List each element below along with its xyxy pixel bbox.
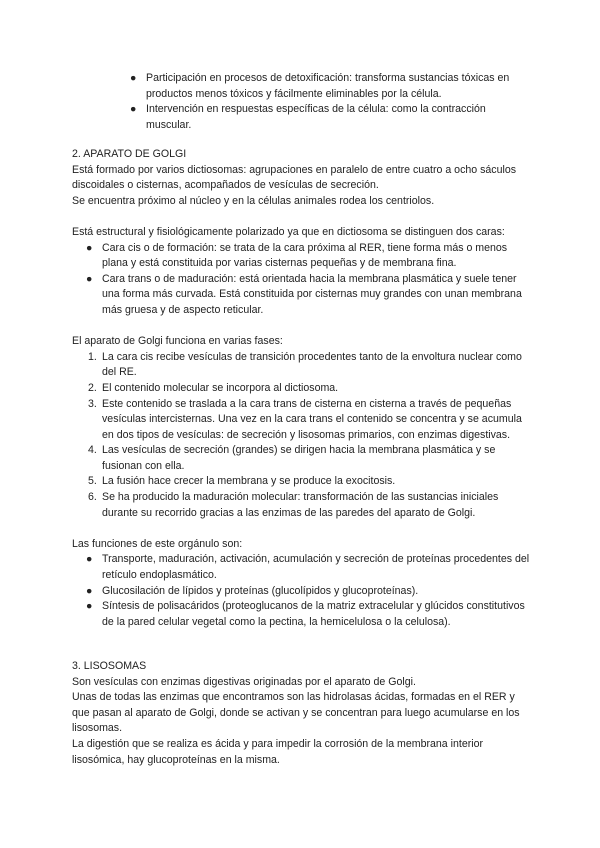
section-heading-golgi: 2. APARATO DE GOLGI [72, 148, 187, 160]
golgi-paragraph-1: Está formado por varios dictiosomas: agrupaciones en paralelo de entre cuatro a ocho sáculos discoidales o cisternas, acompañados de vesículas de secreción. [72, 163, 517, 192]
list-item: 2. El contenido molecular se incorpora al dictiosoma. [88, 381, 339, 394]
list-item: ● Síntesis de polisacáridos (proteoglucanos de la matriz extracelular y glúcidos constitutivos de la pared celular vegetal como la pectina, la hemicelulosa o la celulosa). [86, 600, 525, 628]
list-item: ● Participación en procesos de detoxificación: transforma sustancias tóxicas en productos menos tóxicos y fácilmente eliminables por la célula. [130, 72, 510, 100]
bullet-icon: ● [86, 584, 93, 597]
lisosomas-paragraph-3: La digestión que se realiza es ácida y para impedir la corrosión de la membrana interior lisosómica, hay glucoproteínas en la misma. [72, 737, 484, 766]
bullet-icon: ● [130, 103, 137, 116]
bullet-icon: ● [86, 553, 93, 566]
bullet-icon: ● [86, 272, 93, 285]
lisosomas-paragraph-2: Unas de todas las enzimas que encontramos son las hidrolasas ácidas, formadas en el RER y que pasan al aparato de Golgi, donde se activan y se concentran para luego acumularse en los lisosomas. [72, 691, 520, 735]
lisosomas-paragraph-1: Son vesículas con enzimas digestivas originadas por el aparato de Golgi. [72, 675, 416, 688]
golgi-phases-intro: El aparato de Golgi funciona en varias fases: [72, 335, 283, 348]
golgi-faces-list [72, 241, 532, 319]
intro-section [72, 71, 532, 133]
list-item: 6. Se ha producido la maduración molecular: transformación de las sustancias iniciales durante su recorrido gracias a las enzimas de las paredes del aparato de Golgi. [88, 491, 499, 519]
list-item: ● Cara trans o de maduración: está orientada hacia la membrana plasmática y suele tener una forma más curvada. Está constituida por cisternas muy grandes con unan membrana más gruesa y de aspecto reticular. [86, 272, 522, 316]
golgi-paragraph-3: Está estructural y fisiológicamente polarizado ya que en dictiosoma se distinguen dos caras: [72, 225, 505, 238]
list-item: 3. Este contenido se traslada a la cara trans de cisterna en cisterna a través de pequeñas vesículas intercisternas. Una vez en la cara trans el contenido se concentra y se acumula en dos tipos de vesículas: de secreción y lisosomas primarios, con enzimas digestivas. [88, 397, 522, 441]
golgi-paragraph-2: Se encuentra próximo al núcleo y en la células animales rodea los centriolos. [72, 194, 435, 207]
golgi-functions-intro: Las funciones de este orgánulo son: [72, 537, 243, 550]
bullet-icon: ● [130, 72, 137, 84]
section-heading-lisosomas: 3. LISOSOMAS [72, 660, 147, 672]
list-item: 5. La fusión hace crecer la membrana y se produce la exocitosis. [88, 475, 396, 488]
lisosomas-section [72, 659, 532, 768]
golgi-section [72, 147, 532, 630]
list-item: 1. La cara cis recibe vesículas de transición procedentes tanto de la envoltura nuclear como del RE. [88, 350, 522, 379]
bullet-icon: ● [86, 600, 93, 613]
intro-list [72, 71, 532, 133]
list-item: ● Glucosilación de lípidos y proteínas (glucolípidos y glucoproteínas). [72, 584, 532, 600]
list-item: ● Cara cis o de formación: se trata de la cara próxima al RER, tiene forma más o menos plana y está constituida por varias cisternas pequeñas y de membrana fina. [86, 241, 508, 270]
golgi-phases-list [72, 350, 532, 522]
bullet-icon: ● [86, 241, 93, 254]
list-item: 4. Las vesículas de secreción (grandes) se dirigen hacia la membrana plasmática y se fusionan con ella. [88, 444, 496, 472]
list-item: ● Transporte, maduración, activación, acumulación y secreción de proteínas procedentes del retículo endoplasmático. [86, 553, 530, 582]
list-item: ● Intervención en respuestas específicas de la célula: como la contracción muscular. [130, 103, 486, 131]
golgi-functions-list [72, 552, 532, 630]
